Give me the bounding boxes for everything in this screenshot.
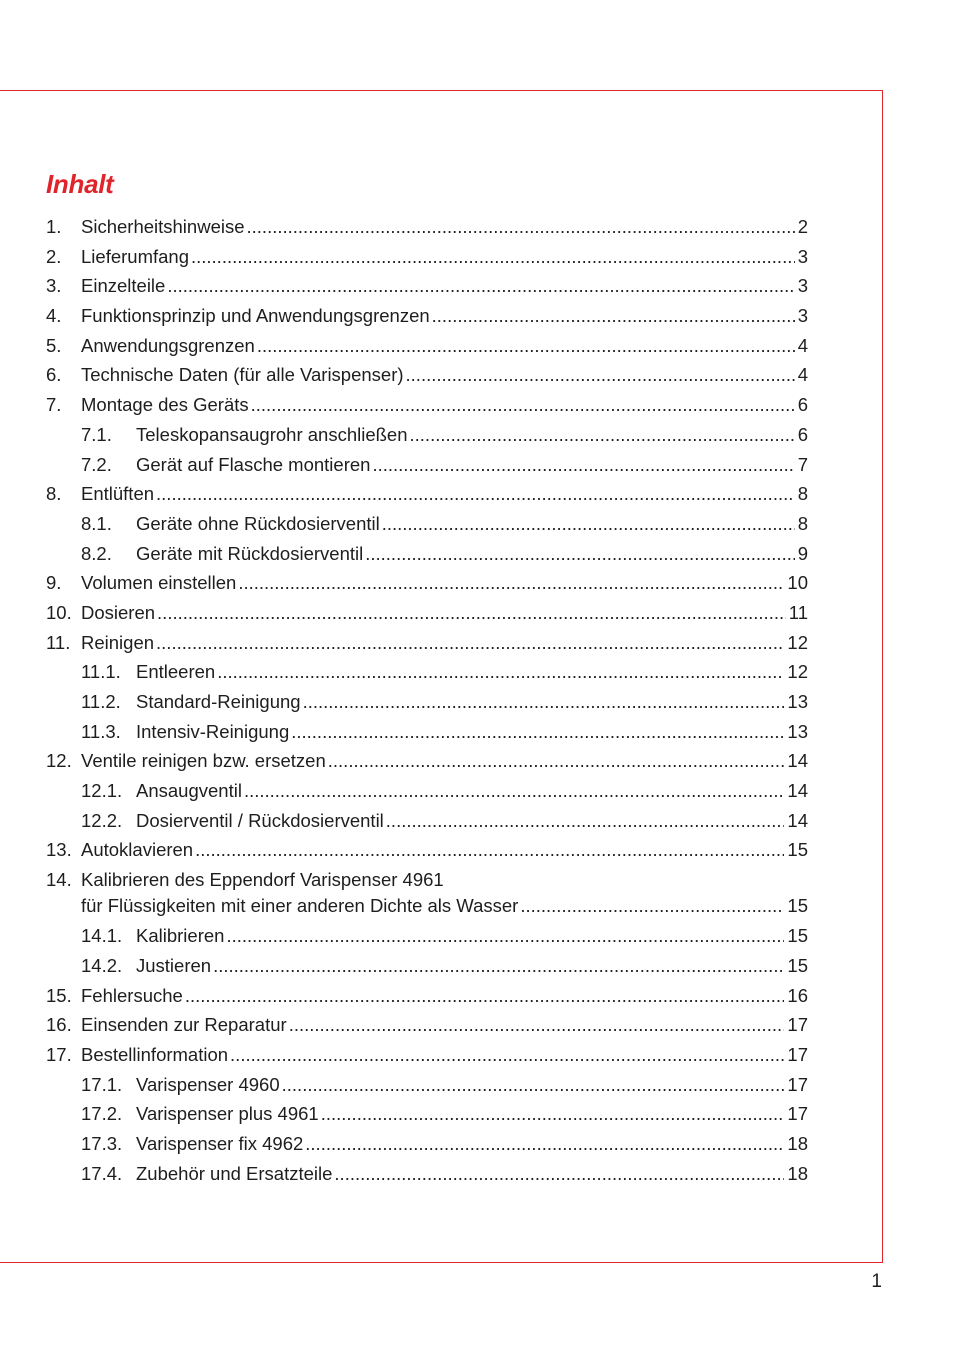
toc-entry-number: 15.	[46, 984, 72, 1006]
toc-entry-page: 2	[797, 216, 808, 237]
toc-entry[interactable]	[46, 301, 808, 331]
toc-subentry[interactable]	[46, 951, 808, 981]
toc-entry-page: 16	[787, 984, 808, 1006]
toc-subentry[interactable]	[46, 1070, 808, 1100]
toc-leader-dots	[242, 776, 784, 806]
toc-entry-page: 14	[787, 809, 808, 831]
toc-leader-dots	[183, 981, 785, 1011]
toc-entry-text: Justieren	[136, 954, 212, 976]
toc-entry-text: Autoklavieren	[81, 839, 194, 861]
toc-entry-page: 8	[797, 512, 808, 534]
toc-leader-dots	[154, 628, 784, 658]
toc-entry-text: Ventile reinigen bzw. ersetzen	[81, 750, 326, 772]
toc-entry-number: 12.	[46, 750, 72, 772]
toc-leader-dots	[319, 1099, 785, 1129]
toc-leader-dots	[245, 212, 795, 242]
toc-entry-text: Geräte ohne Rückdosierventil	[136, 512, 380, 534]
toc-entry-text: Varispenser 4960	[136, 1073, 280, 1095]
toc-entry-number: 8.1.	[81, 512, 112, 534]
toc-entry-text: Kalibrieren	[136, 925, 225, 947]
toc-leader-dots	[189, 242, 795, 272]
toc-entry-number: 11.	[46, 631, 71, 653]
toc-entry-text-continued: für Flüssigkeiten mit einer anderen Dichte als Wasser	[81, 895, 519, 917]
toc-entry-text: Dosierventil / Rückdosierventil	[136, 809, 384, 831]
toc-entry-page: 11	[788, 601, 808, 623]
toc-entry-number: 17.4.	[81, 1162, 123, 1184]
toc-entry-two-line[interactable]	[46, 865, 808, 921]
toc-leader-dots	[370, 450, 794, 480]
toc-entry-page: 17	[787, 1043, 808, 1065]
toc-entry-page: 18	[787, 1162, 808, 1184]
toc-entry-page: 15	[787, 925, 808, 947]
toc-entry-page: 3	[797, 245, 808, 267]
toc-entry-number: 1.	[46, 216, 62, 237]
toc-entry-text: Funktionsprinzip und Anwendungsgrenzen	[81, 305, 430, 327]
toc-entry-number: 14.	[46, 869, 72, 891]
toc-entry-number: 8.2.	[81, 542, 112, 564]
toc-entry-number: 17.3.	[81, 1132, 123, 1154]
toc-entry[interactable]	[46, 212, 808, 242]
toc-entry-text: Lieferumfang	[81, 245, 189, 267]
toc-leader-dots	[326, 746, 785, 776]
toc-entry-page: 4	[797, 364, 808, 386]
toc-entry-number: 2.	[46, 245, 62, 267]
toc-entry-text: Kalibrieren des Eppendorf Varispenser 4961	[81, 869, 444, 891]
toc-entry-number: 12.1.	[81, 780, 123, 802]
toc-leader-dots	[228, 1040, 784, 1070]
toc-entry-text: Geräte mit Rückdosierventil	[136, 542, 364, 564]
toc-entry-text: Einsenden zur Reparatur	[81, 1014, 287, 1036]
toc-entry-page: 17	[787, 1103, 808, 1125]
toc-entry-text: Gerät auf Flasche montieren	[136, 453, 371, 475]
toc-entry[interactable]	[46, 360, 808, 390]
toc-entry-page: 3	[797, 275, 808, 297]
toc-entry-number: 11.3.	[81, 720, 121, 742]
toc-subentry[interactable]	[46, 806, 808, 836]
toc-entry-number: 17.2.	[81, 1103, 123, 1125]
toc-entry-page: 7	[797, 453, 808, 475]
toc-entry-text: Anwendungsgrenzen	[81, 334, 255, 356]
toc-entry-page: 14	[787, 780, 808, 802]
toc-entry-number: 13.	[46, 839, 72, 861]
toc-entry-text: Bestellinformation	[81, 1043, 229, 1065]
toc-entry-page: 12	[787, 631, 808, 653]
toc-entry-page: 12	[787, 661, 808, 683]
toc-entry-number: 12.2.	[81, 809, 123, 831]
toc-entry-number: 17.1.	[81, 1073, 123, 1095]
toc-entry[interactable]	[46, 331, 808, 361]
toc-subentry[interactable]	[46, 509, 808, 539]
toc-entry-page: 17	[787, 1073, 808, 1095]
toc-entry[interactable]	[46, 746, 808, 776]
toc-entry[interactable]	[46, 1040, 808, 1070]
toc-entry[interactable]	[46, 1010, 808, 1040]
toc-entry-number: 9.	[46, 572, 62, 594]
toc-leader-dots	[384, 806, 785, 836]
toc-subentry[interactable]	[46, 776, 808, 806]
toc-entry-number: 11.1.	[81, 661, 121, 683]
toc-entry-number: 7.1.	[81, 423, 112, 445]
toc-leader-dots	[430, 301, 795, 331]
toc-entry-page: 3	[797, 305, 808, 327]
toc-leader-dots	[303, 1129, 784, 1159]
table-of-contents	[46, 212, 808, 1188]
toc-entry-text: Ansaugventil	[136, 780, 242, 802]
toc-entry[interactable]	[46, 242, 808, 272]
toc-entry-page: 13	[787, 691, 808, 712]
toc-subentry[interactable]	[46, 921, 808, 951]
toc-entry-number: 14.1.	[81, 925, 123, 947]
toc-entry-page: 14	[787, 750, 808, 772]
toc-entry-page: 17	[787, 1014, 808, 1036]
toc-entry-text: Zubehör und Ersatzteile	[136, 1162, 333, 1184]
toc-subentry[interactable]	[46, 687, 808, 717]
toc-subentry[interactable]	[46, 657, 808, 687]
toc-entry-page: 8	[797, 483, 808, 505]
toc-leader-dots	[154, 479, 795, 509]
toc-leader-dots	[518, 891, 784, 921]
toc-entry-page: 13	[787, 720, 808, 742]
toc-subentry[interactable]	[46, 1129, 808, 1159]
toc-title: Inhalt	[46, 169, 114, 199]
toc-entry-number: 14.2.	[81, 954, 123, 976]
toc-entry-number: 8.	[46, 483, 62, 505]
toc-entry-number: 4.	[46, 305, 62, 327]
toc-entry-text: Varispenser fix 4962	[136, 1132, 304, 1154]
toc-leader-dots	[301, 687, 785, 717]
toc-leader-dots	[404, 360, 795, 390]
toc-leader-dots	[249, 390, 795, 420]
toc-entry-page: 6	[797, 394, 808, 416]
toc-entry-number: 16.	[46, 1014, 72, 1036]
toc-entry-text: Intensiv-Reinigung	[136, 720, 290, 742]
toc-entry-number: 6.	[46, 364, 62, 386]
toc-entry-number: 17.	[46, 1043, 72, 1065]
toc-leader-dots	[287, 1010, 785, 1040]
toc-subentry[interactable]	[46, 450, 808, 480]
toc-entry[interactable]	[46, 568, 808, 598]
toc-entry[interactable]	[46, 835, 808, 865]
toc-leader-dots	[215, 657, 784, 687]
toc-leader-dots	[155, 598, 786, 628]
toc-entry-page: 4	[797, 334, 808, 356]
toc-entry-text: Sicherheitshinweise	[81, 216, 245, 237]
toc-entry-text: Montage des Geräts	[81, 394, 249, 416]
toc-entry-text: Dosieren	[81, 601, 156, 623]
toc-entry-text: Reinigen	[81, 631, 155, 653]
toc-entry-page: 10	[787, 572, 808, 594]
toc-leader-dots	[408, 420, 795, 450]
toc-entry-page: 6	[797, 423, 808, 445]
toc-entry-text: Technische Daten (für alle Varispenser)	[81, 364, 404, 386]
toc-leader-dots	[224, 921, 784, 951]
toc-entry[interactable]	[46, 981, 808, 1011]
toc-entry[interactable]	[46, 271, 808, 301]
toc-entry-text: Standard-Reinigung	[136, 691, 301, 712]
toc-entry-page: 18	[787, 1132, 808, 1154]
toc-entry-number: 7.	[46, 394, 62, 416]
frame-top-rule	[0, 90, 883, 91]
toc-leader-dots	[165, 271, 794, 301]
toc-entry-page: 9	[797, 542, 808, 564]
toc-subentry[interactable]	[46, 717, 808, 747]
toc-subentry[interactable]	[46, 420, 808, 450]
toc-entry[interactable]	[46, 628, 808, 658]
toc-entry-text: Einzelteile	[81, 275, 166, 297]
toc-entry-text: Fehlersuche	[81, 984, 183, 1006]
toc-leader-dots	[193, 835, 784, 865]
toc-entry-text: Volumen einstellen	[81, 572, 237, 594]
toc-entry-page: 15	[787, 954, 808, 976]
toc-subentry[interactable]	[46, 1099, 808, 1129]
toc-leader-dots	[280, 1070, 785, 1100]
toc-entry-page: 15	[787, 895, 808, 917]
toc-entry-number: 11.2.	[81, 691, 121, 712]
frame-right-rule	[882, 90, 883, 1263]
toc-subentry[interactable]	[46, 1159, 808, 1189]
toc-subentry[interactable]	[46, 539, 808, 569]
toc-leader-dots	[255, 331, 795, 361]
toc-entry-text: Entlüften	[81, 483, 155, 505]
toc-leader-dots	[380, 509, 795, 539]
toc-entry-number: 10.	[46, 601, 72, 623]
page-number: 1	[871, 1271, 882, 1292]
toc-entry-text: Entleeren	[136, 661, 216, 683]
toc-leader-dots	[332, 1159, 784, 1189]
toc-entry[interactable]	[46, 390, 808, 420]
toc-entry-text: Teleskopansaugrohr anschließen	[136, 423, 408, 445]
toc-entry-text: Varispenser plus 4961	[136, 1103, 319, 1125]
toc-entry-number: 5.	[46, 334, 62, 356]
toc-leader-dots	[363, 539, 794, 569]
toc-leader-dots	[211, 951, 784, 981]
toc-entry-number: 3.	[46, 275, 62, 297]
toc-entry-page: 15	[787, 839, 808, 861]
frame-bottom-rule	[0, 1262, 883, 1263]
toc-leader-dots	[236, 568, 784, 598]
toc-entry[interactable]	[46, 479, 808, 509]
toc-entry-number: 7.2.	[81, 453, 112, 475]
toc-leader-dots	[289, 717, 784, 747]
toc-entry[interactable]	[46, 598, 808, 628]
